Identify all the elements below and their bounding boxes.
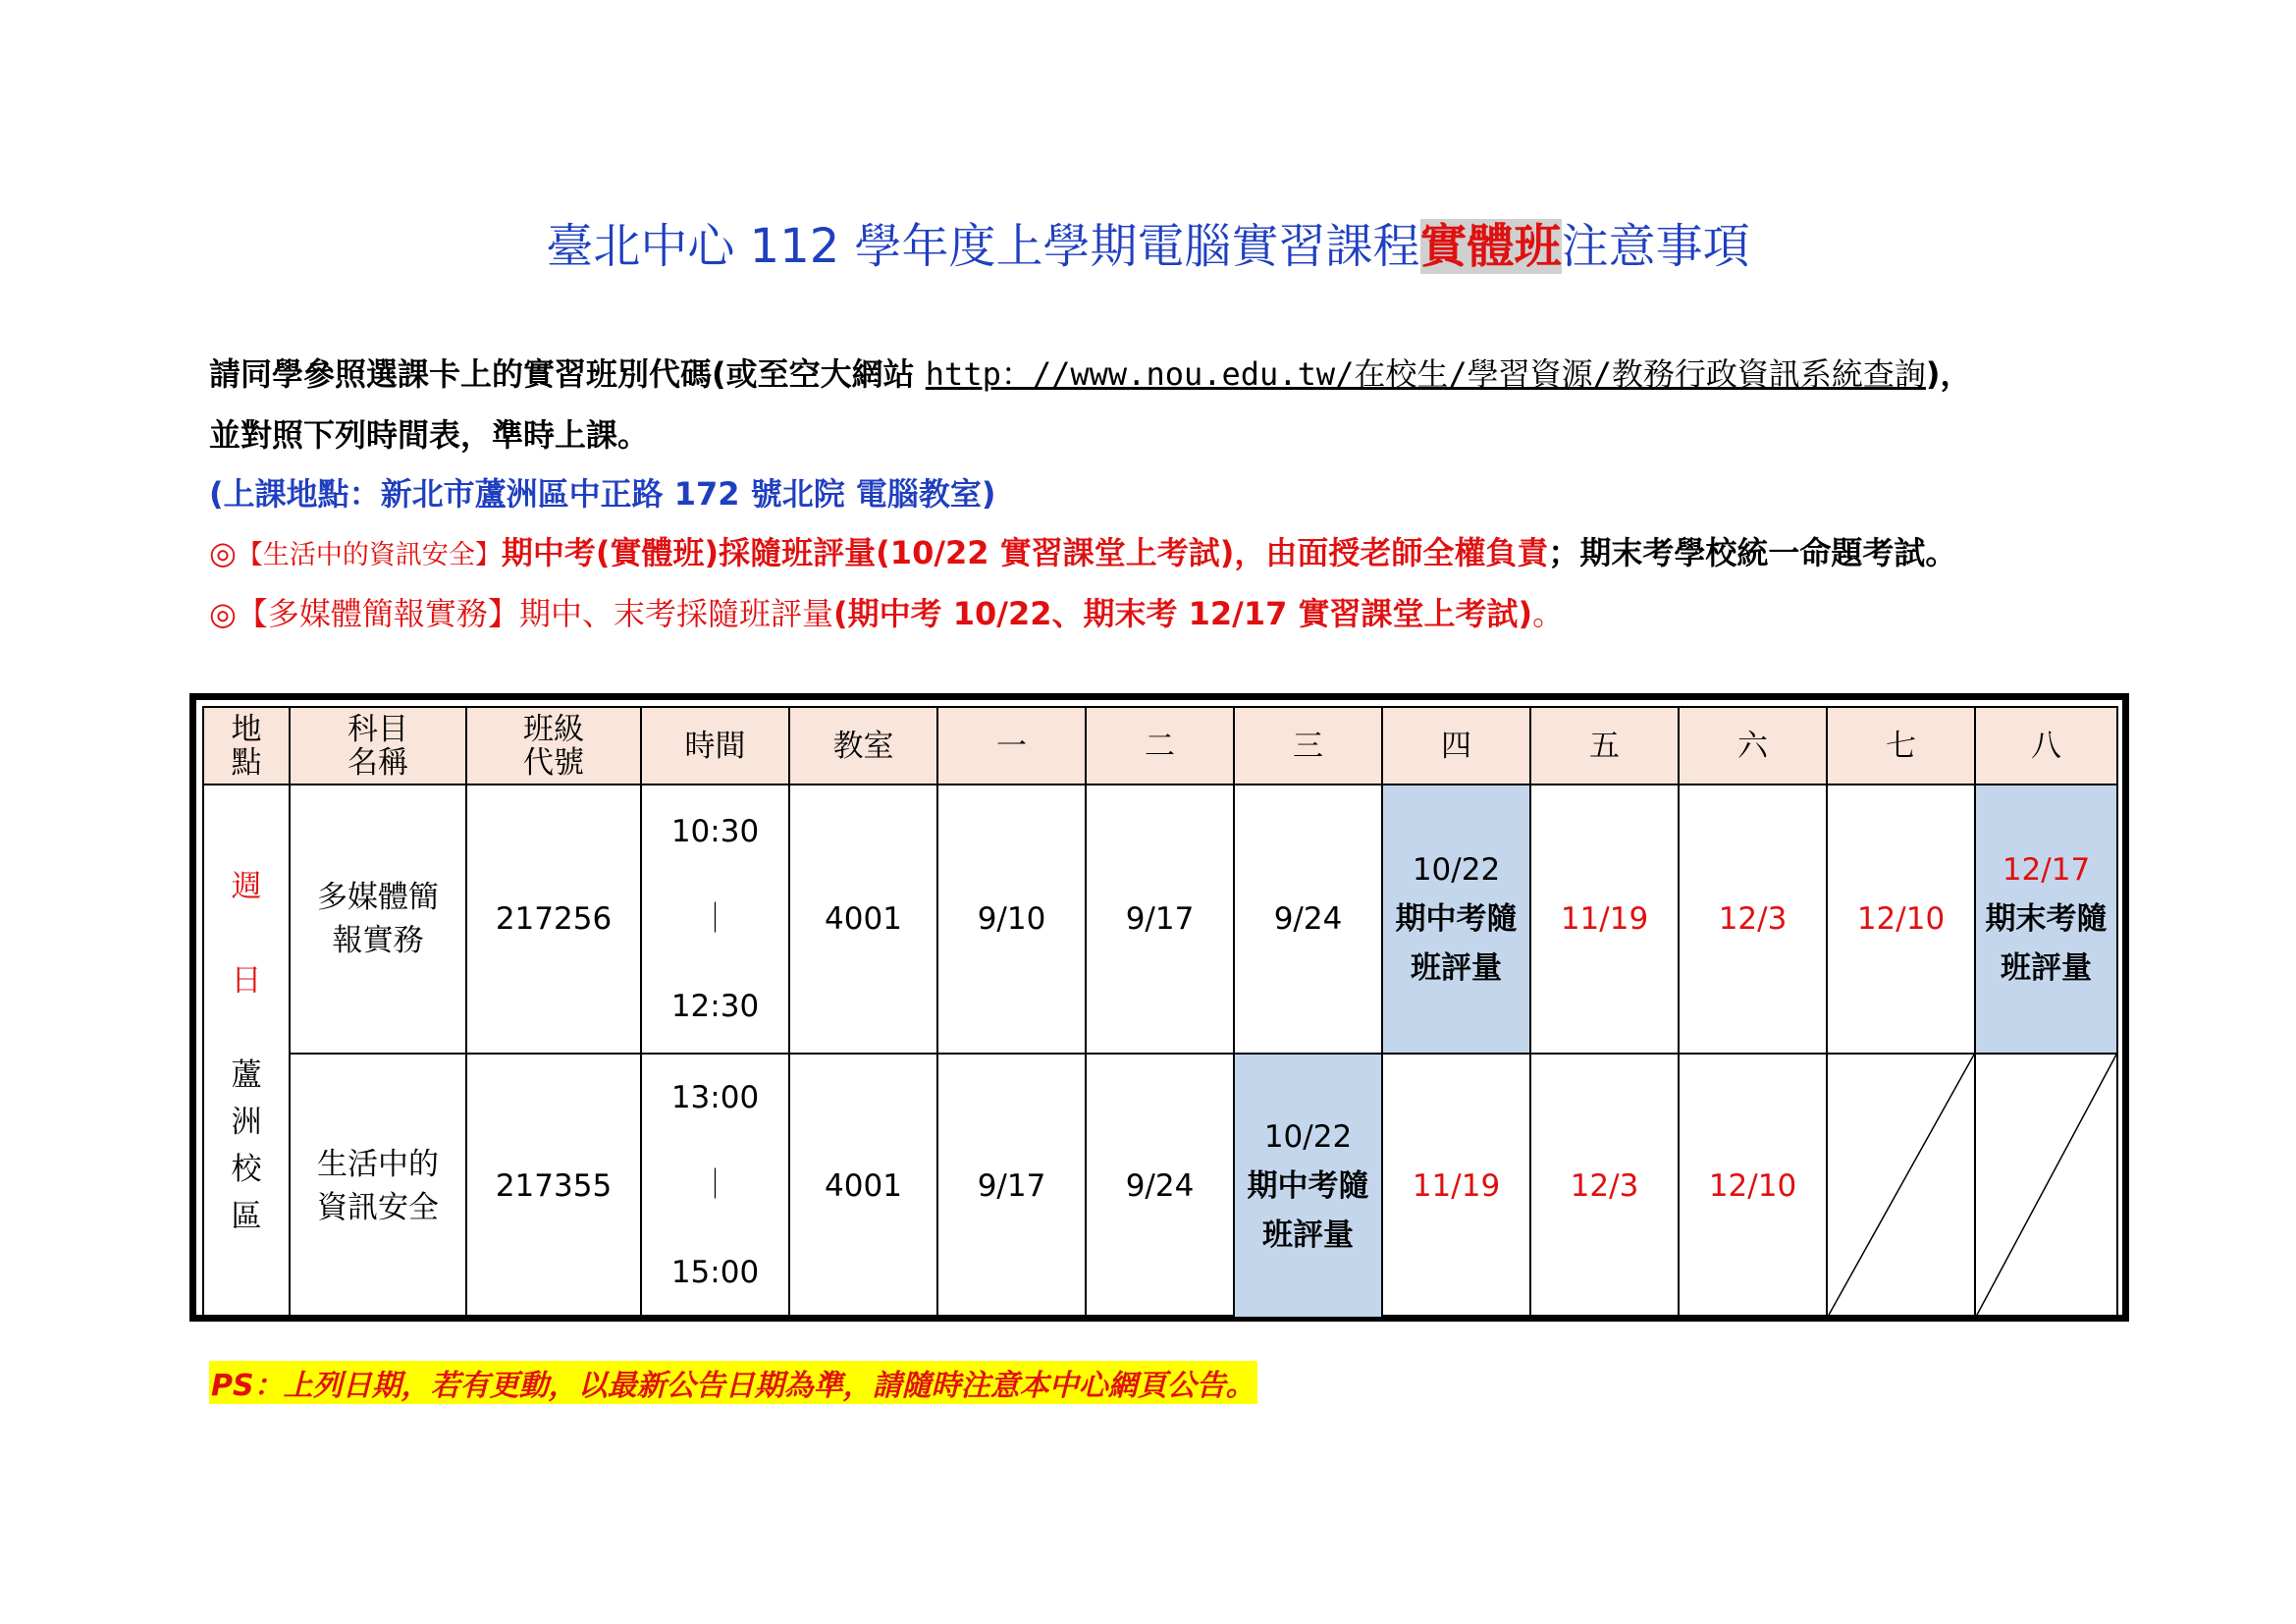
room: 4001 [789, 1054, 937, 1318]
week-1-date: 9/17 [937, 1054, 1086, 1318]
notice-item-1: ◎【生活中的資訊安全】期中考(實體班)採隨班評量(10/22 實習課堂上考試)，由面授老師全權負責；期末考學校統一命題考試。 [209, 534, 1957, 571]
class-code: 217256 [466, 785, 641, 1054]
title-highlight: 實體班 [1419, 219, 1562, 274]
course-name: 多媒體簡 報實務 [290, 785, 466, 1054]
header-week-5: 五 [1530, 707, 1679, 785]
ps-note: PS：上列日期，若有更動，以最新公告日期為準，請隨時注意本中心網頁公告。 [209, 1361, 1257, 1404]
notice-item-2: ◎【多媒體簡報實務】期中、末考採隨班評量(期中考 10/22、期末考 12/17 實習課堂上考試)。 [209, 595, 1565, 632]
class-location: (上課地點：新北市蘆洲區中正路 172 號北院 電腦教室) [209, 475, 996, 513]
header-class-code: 班級 代號 [466, 707, 641, 785]
midterm-exam-cell: 10/22 期中考隨 班評量 [1234, 1054, 1382, 1318]
header-course: 科目 名稱 [290, 707, 466, 785]
week-6-date: 12/3 [1679, 785, 1827, 1054]
header-week-3: 三 [1234, 707, 1382, 785]
week-2-date: 9/17 [1086, 785, 1234, 1054]
schedule-table [202, 706, 2118, 1319]
header-room: 教室 [789, 707, 937, 785]
week-4-date: 11/19 [1382, 1054, 1530, 1318]
header-location: 地 點 [203, 707, 290, 785]
header-week-7: 七 [1827, 707, 1975, 785]
week-6-date: 12/10 [1679, 1054, 1827, 1318]
header-week-8: 八 [1975, 707, 2117, 785]
campus-cell: 週 日 蘆 洲 校 區 [203, 785, 290, 1318]
schedule-table-frame [189, 693, 2129, 1322]
week-2-date: 9/24 [1086, 1054, 1234, 1318]
header-week-1: 一 [937, 707, 1086, 785]
week-1-date: 9/10 [937, 785, 1086, 1054]
empty-slash-cell [1975, 1054, 2117, 1318]
week-7-date: 12/10 [1827, 785, 1975, 1054]
week-5-date: 11/19 [1530, 785, 1679, 1054]
nou-website-link[interactable]: http：//www.nou.edu.tw/在校生/學習資源/教務行政資訊系統查詢 [925, 355, 1926, 393]
course-name: 生活中的 資訊安全 [290, 1054, 466, 1318]
empty-slash-cell [1827, 1054, 1975, 1318]
midterm-exam-cell: 10/22 期中考隨 班評量 [1382, 785, 1530, 1054]
table-header-row [203, 707, 2117, 785]
week-3-date: 9/24 [1234, 785, 1382, 1054]
week-5-date: 12/3 [1530, 1054, 1679, 1318]
table-row [203, 1054, 2117, 1318]
notice-line-1: 請同學參照選課卡上的實習班別代碼(或至空大網站 http：//www.nou.edu.tw/在校生/學習資源/教務行政資訊系統查詢)， [209, 355, 1972, 393]
class-time: 13:00 ｜ 15:00 [641, 1054, 789, 1318]
room: 4001 [789, 785, 937, 1054]
header-week-6: 六 [1679, 707, 1827, 785]
final-exam-cell: 12/17 期末考隨 班評量 [1975, 785, 2117, 1054]
page-title: 臺北中心 112 學年度上學期電腦實習課程實體班注意事項 [546, 219, 1750, 274]
table-row [203, 785, 2117, 1054]
header-week-4: 四 [1382, 707, 1530, 785]
header-week-2: 二 [1086, 707, 1234, 785]
notice-line-2: 並對照下列時間表，準時上課。 [209, 416, 650, 454]
class-code: 217355 [466, 1054, 641, 1318]
header-time: 時間 [641, 707, 789, 785]
class-time: 10:30 ｜ 12:30 [641, 785, 789, 1054]
